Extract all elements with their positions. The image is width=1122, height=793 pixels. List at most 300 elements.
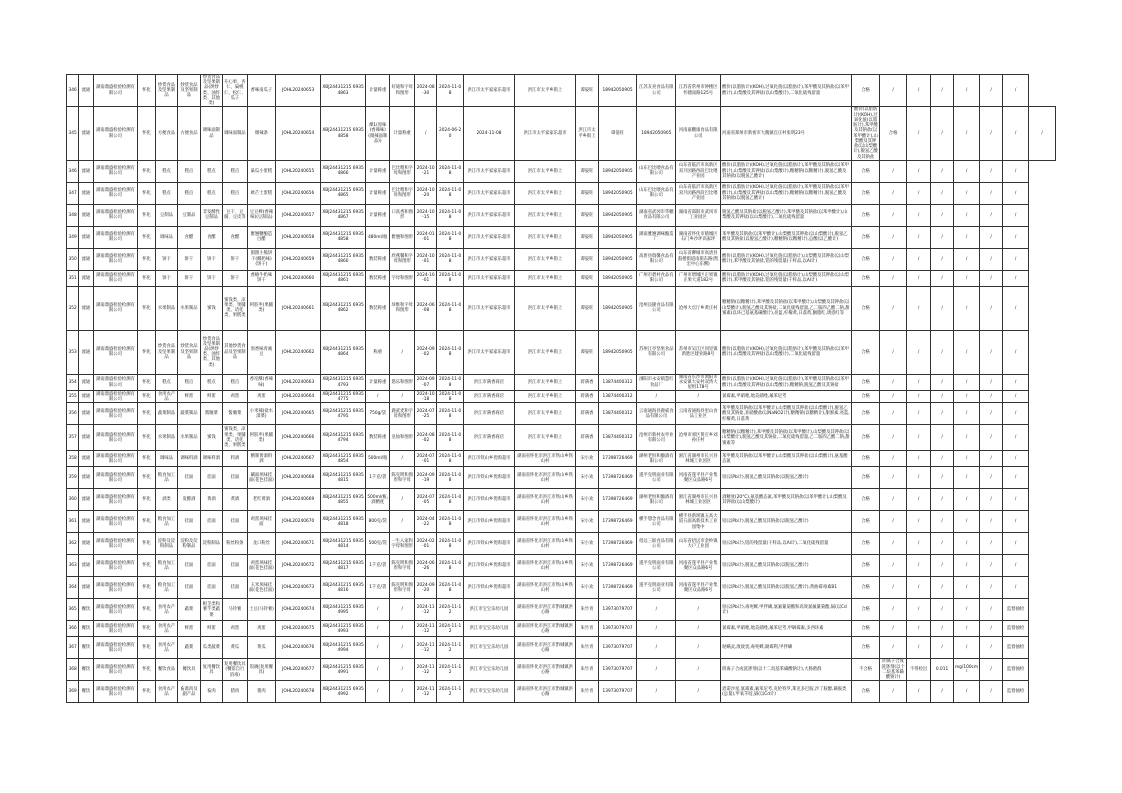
cell-c24: / [906,489,930,511]
cell-c1: 糕点 [155,182,177,204]
cell-sdate: 2024-11-08 [437,75,464,107]
cell-phone: 13973079707 [598,637,637,659]
cell-c27: / [980,425,1002,451]
cell-c3: 炒货食品及坚果制品(烘炒类、油炸类、其他类) [200,330,222,374]
cell-result: 合格 [851,489,880,511]
cell-addr: 湖南省怀化市洪江市黔城镇洪心路 [514,659,575,681]
table-row [67,425,1056,451]
cell-c4: 复用餐饮具(餐馆自行消毒) [223,659,247,681]
cell-mfraddr: 横手县新坝镇五高大道五面高新技术工业园集中 [676,511,721,533]
cell-code: JOHL20240656 [276,182,321,204]
cell-company: 湖南鼎盛检验检测有限公司 [93,182,138,204]
cell-c27: / [980,621,1002,637]
cell-c2: 畜禽肉及副产品 [178,681,200,703]
cell-c3: 调味面制品 [200,107,222,160]
cell-addr: 洪江市太平乡街上 [514,403,575,425]
cell-name: 香坨酥(香辣味) [247,374,276,391]
cell-place: 洪江市太平家家乐超市 [463,286,514,330]
cell-sdate: 2024-11-08 [437,555,464,577]
cell-c24: / [906,425,930,451]
cell-mark: / [390,330,414,374]
cell-c3: 调味料酒 [200,451,222,467]
cell-mfraddr: 沧州大官厅乡黄庄村 [676,286,721,330]
cell-c4: 料酒 [223,451,247,467]
cell-c1: 食用农产品 [155,637,177,659]
cell-mark: 欣燕馨和字母和图形 [390,248,414,270]
cell-ent: 流通 [79,489,93,511]
cell-c27: / [980,391,1002,403]
cell-items: 河南省郑州市新密市大隗镇官庄村张明23号 [721,107,852,160]
cell-no: 353 [67,330,79,374]
cell-company: 湖南鼎盛检验检测有限公司 [93,403,138,425]
table-row [67,391,1056,403]
cell-c23: / [880,577,907,599]
cell-name: 玉米风味挂面(花色挂面) [247,577,276,599]
cell-c2: 挂面 [178,511,200,533]
cell-result: 合格 [851,451,880,467]
cell-spec: XBJ24431215 6935 4864 [321,330,366,374]
cell-c2: 方便食品 [178,107,200,160]
cell-contact: 蒋满香 [576,403,598,425]
table-row [67,637,1056,659]
cell-result: 合格 [851,425,880,451]
cell-name: 黄瓜 [247,637,276,659]
cell-name: 鸡蛋风味挂面(花色挂面) [247,555,276,577]
cell-contact: 谭晏旺 [576,248,598,270]
cell-code: JOHL20240660 [276,270,321,286]
cell-c25: / [931,75,953,107]
cell-c1: 食用农产品 [155,391,177,403]
cell-contact: 宋小欢 [576,533,598,555]
cell-mfr: 浏阳市永安镇慧红食品厂 [637,374,676,391]
cell-spec: XBJ24431215 6935 4991 [321,659,366,681]
cell-c23: / [880,467,907,489]
cell-c25: / [931,425,953,451]
cell-contact: 谭晏旺 [576,226,598,248]
cell-place: 洪江市铁山乡优购超市 [463,511,514,533]
cell-phone: 17398726469 [598,489,637,511]
cell-c26: mg/100cm² [953,659,980,681]
cell-name: 小米辣(盐水渍菜) [247,403,276,425]
cell-result: 合格 [851,403,880,425]
cell-c4: 鸡蛋 [223,391,247,403]
cell-name: 土豆(马铃薯) [247,599,276,621]
cell-place: 洪江市宝宝乐幼儿园 [463,599,514,621]
cell-mfr: 沧州良隆食品有限公司 [637,286,676,330]
cell-items: 酸价(以脂肪计)(KOH),过氧化值(以脂肪计),苯甲酸及其钠盐(以苯甲酸计),山梨酸及其钾盐(以山梨酸计),糖精钠,脱氢乙酸及其钠盐 [721,374,852,391]
table-row [67,374,1056,391]
cell-ent: 流通 [79,226,93,248]
table-row [67,160,1056,182]
cell-name: 雅翘糖酿造白醋 [247,226,276,248]
cell-mfr: 湖州老恒和酿酒有限公司 [637,489,676,511]
cell-phone: 17398726469 [598,533,637,555]
cell-c2: 挂面 [178,467,200,489]
cell-c4: 挂面 [223,467,247,489]
cell-c28: / [1002,107,1029,160]
cell-c24: / [906,75,930,107]
cell-mark: / [390,511,414,533]
cell-c1: 调味品 [155,451,177,467]
cell-spec: XBJ24431215 6935 4855 [321,489,366,511]
cell-c1: 炒货食品及坚果制品 [155,75,177,107]
cell-c24: / [906,330,930,374]
cell-mark: 雅翘和图形 [390,226,414,248]
cell-phone: 17398726469 [598,451,637,467]
cell-name: 精制黄酒料酒 [247,451,276,467]
cell-code: JOHL20240662 [276,330,321,374]
cell-c2: 糕点 [178,160,200,182]
cell-items: 苯甲酸及其钠盐(以苯甲酸计),山梨酸及其钾盐(以山梨酸计),氨基酸态氮 [721,451,852,467]
cell-addr: 洪江市太平乡街上 [514,425,575,451]
cell-result: 合格 [851,75,880,107]
cell-contact: 朱竹青 [576,637,598,659]
cell-no: 361 [67,511,79,533]
cell-sub: 怀化 [138,577,155,599]
cell-mark: 一生入家和字母和图形 [390,533,414,555]
cell-unit: / [365,621,389,637]
cell-unit: 计量称重 [365,374,389,391]
cell-no: 359 [67,467,79,489]
cell-phone: 17398726469 [598,577,637,599]
cell-mark: 鹿武麦和字母和图形 [390,403,414,425]
table-row [67,533,1056,555]
cell-c25: / [931,248,953,270]
cell-c3: 炒货食品及坚果制品(烘炒类、油炸类、其他类) [200,75,222,107]
cell-name: 香楠牛奶味饼干 [247,270,276,286]
cell-mark: 巴比喂和字母和图形 [390,160,414,182]
cell-sdate: 2024-11-08 [437,286,464,330]
cell-no: 366 [67,621,79,637]
cell-unit: 数装称重 [365,270,389,286]
cell-c4: 蜜饯类、凉果类、果脯类、话化类、果糕类 [223,286,247,330]
cell-c1: 淀粉及淀粉制品 [155,533,177,555]
cell-c24: / [906,248,930,270]
cell-mark: 巴比喂和字母和图形 [390,182,414,204]
cell-ent: 流通 [79,270,93,286]
cell-no: 350 [67,248,79,270]
cell-c3: 淀粉制品 [200,533,222,555]
cell-c28: / [1002,204,1029,226]
cell-phone: 18942050905 [598,248,637,270]
cell-no: 346 [67,75,79,107]
cell-code: JOHL20240678 [276,681,321,703]
cell-mfraddr: 广州市增城区正果镇正果大道182号 [676,270,721,286]
cell-c26: / [953,286,980,330]
cell-c27: / [980,75,1002,107]
cell-result: 酸价(以脂肪计)(KOH),过氧化值(以脂肪计),苯甲酸及其钠盐(以苯甲酸计),山梨酸及其钾盐(以山梨酸计),脱氢乙酸及其钠盐 [851,107,880,160]
cell-items: 糖精钠(以糖精计),苯甲酸及其钠盐(以苯甲酸计),山梨酸及其钾盐(以山梨酸计),脱氢乙酸及其钠盐,二氧化硫残留量,乙二胺四乙酸二钠,甜蜜素等 [721,425,852,451]
cell-c23: / [880,555,907,577]
cell-c2: 水果制品 [178,425,200,451]
cell-unit: 500ml/瓶 [365,451,389,467]
cell-c23: / [880,489,907,511]
cell-c28: / [1002,467,1029,489]
cell-code: JOHL20240667 [276,451,321,467]
cell-ent: 流通 [79,533,93,555]
cell-place: 洪江市宝宝乐幼儿园 [463,659,514,681]
cell-unit: / [365,681,389,703]
cell-unit: 数装称重 [365,248,389,270]
cell-mark: / [390,621,414,637]
cell-c26: / [953,391,980,403]
cell-ent: 流通 [79,451,93,467]
cell-c24: / [906,403,930,425]
table-row [67,286,1056,330]
cell-c3: 食醋 [200,226,222,248]
cell-c1: 豆制品 [155,204,177,226]
cell-c1: 调味品 [155,226,177,248]
cell-c25: / [931,182,953,204]
cell-c25: / [931,599,953,621]
cell-c23: / [880,248,907,270]
cell-place: 洪江市铁山乡优购超市 [463,451,514,467]
cell-items: 酒精度(20°C),氨基酸态氮,苯甲酸及其钠盐(以苯甲酸计),山梨酸及其钾盐(以山梨酸计) [721,489,852,511]
cell-sdate: 2024-11-08 [437,451,464,467]
cell-ent: 餐饮 [79,681,93,703]
cell-c27: / [980,599,1002,621]
cell-c28: / [1002,451,1029,467]
cell-items: 酸价(以脂肪计)(KOH),过氧化值(以脂肪计),苯甲酸及其钠盐(以苯甲酸计),山梨酸及其钾盐(以山梨酸计),二氧化硫残留量 [721,330,852,374]
cell-pdate: / [414,107,436,160]
cell-mfr: 山东巴比喂食品有限公司 [637,182,676,204]
cell-company: 湖南鼎盛检验检测有限公司 [93,659,138,681]
cell-c25: / [931,621,953,637]
cell-c28: / [1002,330,1029,374]
cell-spec: XBJ24431215 6935 4815 [321,467,366,489]
cell-mark: / [390,637,414,659]
cell-no: 362 [67,533,79,555]
cell-mfraddr: / [676,659,721,681]
cell-mfr: 遂平克明面业有限公司 [637,555,676,577]
cell-no: 367 [67,637,79,659]
cell-sdate: 2024-06-20 [437,107,464,160]
cell-mfr: / [637,391,676,403]
cell-unit: 500克/袋 [365,533,389,555]
cell-items: 铅(以Pb计),脱氢乙酸及其钠盐(以脱氢乙酸计) [721,555,852,577]
cell-code: JOHL20240669 [276,489,321,511]
cell-contact: 谭晏旺 [576,204,598,226]
cell-mark: 陈克明和图形和字母 [390,555,414,577]
cell-place: 洪江市太平家家乐超市 [463,226,514,248]
cell-sdate: 2024-11-08 [437,489,464,511]
cell-c24: / [906,160,930,182]
cell-c3: 酱腌菜 [200,403,222,425]
cell-spec: XBJ24431215 6935 4995 [321,599,366,621]
cell-ent: 流通 [79,182,93,204]
cell-spec: XBJ24431215 6935 4993 [321,621,366,637]
cell-items: 铅(以Pb计),脱氢乙酸及其钠盐(以脱氢乙酸计) [721,511,852,533]
cell-code: JOHL20240657 [276,204,321,226]
cell-mfraddr: 山东省招远市金岭镇大户工业园 [676,533,721,555]
cell-c24: / [906,226,930,248]
cell-no: 357 [67,425,79,451]
cell-c28: / [1002,425,1029,451]
cell-sub: 怀化 [138,160,155,182]
cell-company: 湖南鼎盛检验检测有限公司 [93,489,138,511]
cell-pdate: 2024-10-01 [414,248,436,270]
cell-addr: 湖南省怀化市洪江市铁山乡铁山村 [514,577,575,599]
cell-pdate: 2024-10-18 [414,391,436,403]
cell-c25: / [931,511,953,533]
cell-c23: 阴离子合成洗涤剂(以十二烷基苯磺酸钠计) [881,659,905,681]
cell-mfr: 遂平克明面业有限公司 [637,467,676,489]
cell-c25: / [931,451,953,467]
cell-contact: 朱竹青 [576,659,598,681]
cell-c23: / [880,681,907,703]
cell-c3: 蜜饯 [200,425,222,451]
cell-c25: / [931,555,953,577]
cell-no: 363 [67,555,79,577]
cell-c4: 豆干、豆腐、豆皮等 [223,204,247,226]
cell-c27: / [980,659,1002,681]
cell-sub: 怀化 [138,451,155,467]
cell-sdate: 2024-11-08 [437,391,464,403]
cell-result: 合格 [851,226,880,248]
cell-company: 湖南鼎盛检验检测有限公司 [93,75,138,107]
cell-c26: / [953,451,980,467]
cell-pdate: 2024-11-12 [414,637,436,659]
cell-company: 湖南鼎盛检验检测有限公司 [93,391,138,403]
cell-c3: 鲜蛋 [200,621,222,637]
cell-mark: 字母和图形 [390,270,414,286]
cell-unit: / [365,659,389,681]
cell-code: JOHL20240671 [276,533,321,555]
cell-spec: XBJ24431215 6935 4867 [321,204,366,226]
cell-mfraddr: 江苏省常州市钟楼区怀德南路125号 [676,75,721,107]
cell-phone: 13973079707 [598,621,637,637]
cell-company: 湖南鼎盛检验检测有限公司 [93,107,138,160]
cell-c25: / [931,160,953,182]
table-row [67,270,1056,286]
cell-result: 合格 [851,391,880,403]
cell-mfr: 高唐县瑞馨食品有限公司 [637,248,676,270]
cell-result: 合格 [851,182,880,204]
cell-sdate: 2024-11-08 [437,182,464,204]
cell-pdate: 2024-11-12 [414,659,436,681]
cell-sub: 怀化 [138,286,155,330]
cell-c26: / [953,270,980,286]
cell-c23: / [880,204,907,226]
cell-c27: / [980,374,1002,391]
cell-contact: 谭晏旺 [576,270,598,286]
cell-c2: 饼干 [178,248,200,270]
cell-c24: / [906,374,930,391]
cell-result: 合格 [851,511,880,533]
cell-addr: 湖南省怀化市洪江市铁山乡铁山村 [514,533,575,555]
cell-name: 香味南瓜子 [247,75,276,107]
cell-c26: / [953,330,980,374]
cell-c28: 监督抽检 [1002,637,1029,659]
cell-name: 欧芒士蛋糕 [247,182,276,204]
cell-mfr: 广州市碧村食品有限公司 [637,270,676,286]
table-row [67,621,1056,637]
cell-c3: 畜肉 [200,681,222,703]
cell-company: 湖南鼎盛检验检测有限公司 [93,533,138,555]
cell-mfr: 江苏友亮食品有限公司 [637,75,676,107]
cell-ent: 流通 [79,425,93,451]
cell-c4: 酱腌菜 [223,403,247,425]
cell-pdate: 2024-09-07 [414,374,436,391]
cell-name: 鸡蛋 [247,391,276,403]
cell-place: 洪江市宝宝乐幼儿园 [463,621,514,637]
cell-c1: 酒类 [155,489,177,511]
cell-code: JOHL20240670 [276,511,321,533]
cell-c1: 食用农产品 [155,681,177,703]
cell-unit: 1千克/袋 [365,555,389,577]
cell-unit: 计量称重 [365,204,389,226]
cell-c4: 饼干 [223,248,247,270]
cell-c25: / [931,489,953,511]
cell-mark: 好迪和字母和图形 [390,75,414,107]
cell-unit: 750g/袋 [365,403,389,425]
cell-c23: / [880,374,907,391]
cell-company: 湖南鼎盛检验检测有限公司 [93,451,138,467]
cell-no: 345 [67,107,79,160]
cell-c28: / [1002,270,1029,286]
cell-name: 原香味青豌豆 [247,330,276,374]
cell-c2: 蔬菜制品 [178,403,200,425]
cell-pdate: 2024-10-01 [414,270,436,286]
cell-c28: / [1002,511,1029,533]
cell-contact: 谭晏旺 [576,330,598,374]
cell-sdate: 2024-11-08 [437,160,464,182]
cell-c4: 黄瓜 [223,637,247,659]
table-row [67,107,1056,160]
cell-c26: / [953,621,980,637]
cell-pdate: 2024-08-02 [414,425,436,451]
cell-sdate: 2024-11-12 [437,599,464,621]
cell-mark: / [390,391,414,403]
cell-c25: / [931,226,953,248]
cell-c1: 炒货食品及坚果制品 [155,330,177,374]
cell-sub: 怀化 [138,248,155,270]
cell-sdate: 2024-11-08 [437,533,464,555]
cell-c2: 挂面 [178,555,200,577]
cell-ent: 流通 [79,248,93,270]
cell-sub: 怀化 [138,637,155,659]
cell-sdate: 2024-11-08 [437,204,464,226]
cell-company: 湖南鼎盛检验检测有限公司 [93,467,138,489]
cell-phone: 13973079707 [598,659,637,681]
cell-name: 阿胶枣(果脯类) [247,425,276,451]
cell-place: 洪江市铁山乡优购超市 [463,467,514,489]
cell-spec: XBJ24431215 6935 4858 [321,107,366,160]
cell-c26: / [953,182,980,204]
cell-c26: / [953,637,980,659]
cell-c1: 方便食品 [155,107,177,160]
cell-place: 洪江市太平家家乐超市 [463,204,514,226]
cell-mfraddr: 沧州市郊区黄庄乡刘孙庄村 [676,425,721,451]
cell-spec: XBJ24431215 6935 4793 [321,374,366,391]
cell-unit: 数装称重 [365,286,389,330]
cell-c24: / [906,182,930,204]
cell-phone: 13973079707 [598,681,637,703]
cell-items: 酸价(以脂肪计)(KOH),过氧化值(以脂肪计),苯甲酸及其钠盐(以苯甲酸计),山梨酸及其钾盐(以山梨酸计),二氧化硫残留量 [721,75,852,107]
cell-mfraddr: / [676,391,721,403]
cell-sub: 怀化 [138,467,155,489]
cell-addr: 湖南省怀化市洪江市黔城镇洪心路 [514,599,575,621]
cell-sub: 怀化 [138,511,155,533]
cell-c24: / [906,107,930,160]
cell-c3: 饼干 [200,248,222,270]
cell-c25: 0.011 [931,659,953,681]
cell-pdate: 2024-07-01 [414,451,436,467]
cell-addr: 湖南省怀化市洪江市黔城镇洪心路 [514,621,575,637]
cell-code: JOHL20240658 [276,226,321,248]
cell-c26: / [953,374,980,391]
cell-sdate: 2024-11-08 [437,330,464,374]
